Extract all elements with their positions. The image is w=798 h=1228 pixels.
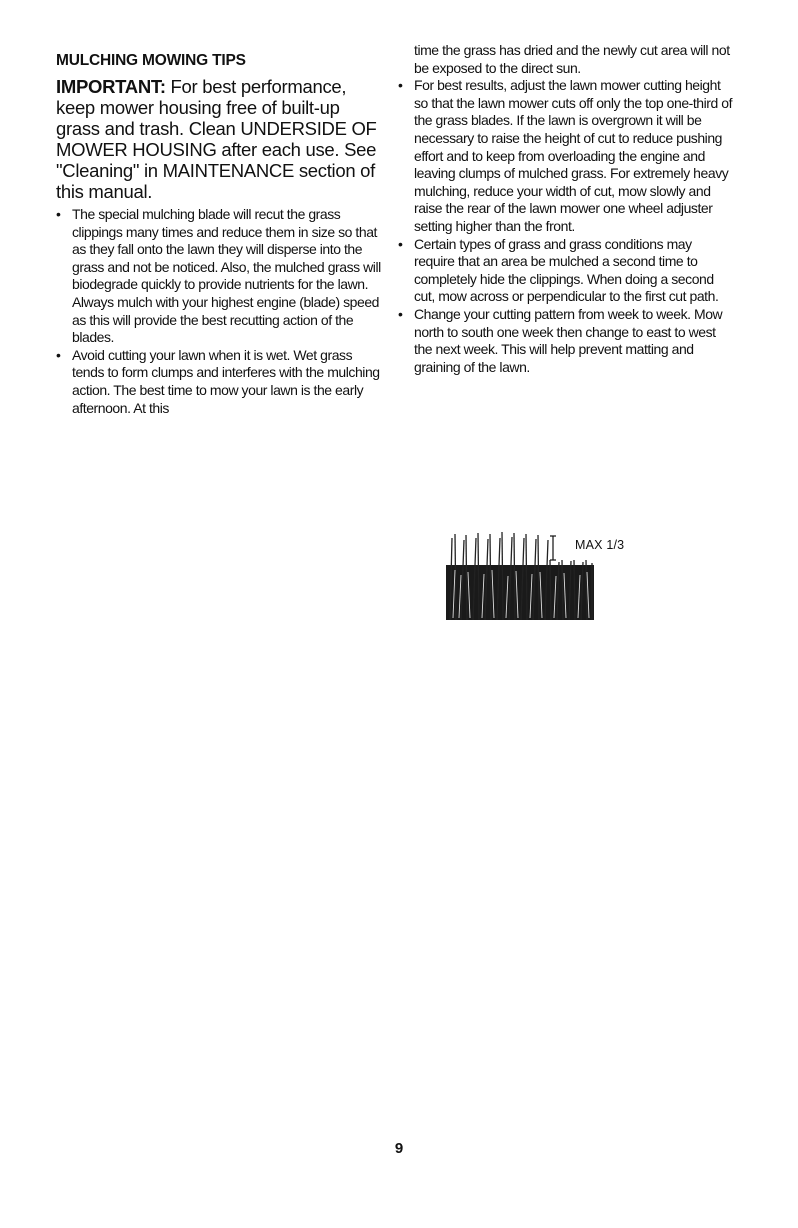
list-item (398, 236, 734, 306)
bullet-text: Change your cutting pattern from week to week. Mow north to south one week then change to east to west the next week. This will help prevent matting and graining of the lawn. (414, 305, 723, 375)
bullet-icon: • (398, 305, 403, 322)
grass-figure (446, 530, 686, 620)
continued-paragraph: time the grass has dried and the newly cut area will not be exposed to the direct sun. (414, 42, 730, 76)
section-heading: MULCHING MOWING TIPS (56, 52, 246, 69)
left-column (56, 42, 386, 417)
important-text: For best performance, keep mower housing free of built-up grass and trash. Clean UNDERSIDE OF MOWER HOUSING after each use. See "Cleaning" in MAINTENANCE section of this manual. (56, 76, 377, 202)
bullet-icon: • (56, 206, 61, 222)
bullet-icon: • (56, 346, 61, 363)
important-label: IMPORTANT: (56, 76, 166, 97)
left-bullet-list (56, 206, 386, 417)
list-item (56, 206, 386, 347)
bullet-icon: • (398, 77, 403, 94)
bullet-text: The special mulching blade will recut the grass clippings many times and reduce them in size so that as they fall onto the lawn they will disperse into the grass and not be noticed. Also, the mulched grass will biodegrade quickly to provide nutrients for the lawn. Always mulch with your highest engine (blade) speed as this will provide the best recutting action of the blades. (72, 206, 381, 346)
right-column (398, 42, 734, 376)
page-number: 9 (394, 1140, 404, 1157)
list-item (398, 77, 734, 235)
bullet-text: For best results, adjust the lawn mower cutting height so that the lawn mower cuts off only the top one-third of the grass blades. If the lawn is overgrown it will be necessary to raise the height of cut to reduce pushing effort and to keep from overloading the engine and leaving clumps of mulched grass. For extremely heavy mulching, reduce your width of cut, mow slowly and raise the rear of the lawn mower one wheel adjuster setting higher than the front. (414, 77, 733, 234)
max-cut-label: MAX 1/3 (575, 538, 625, 552)
bullet-text: Certain types of grass and grass conditions may require that an area be mulched a second time to completely hide the clippings. When doing a second cut, mow across or perpendicular to the first cut path. (414, 235, 719, 305)
list-item (56, 347, 386, 417)
list-item (398, 306, 734, 376)
grass-illustration-icon (446, 530, 596, 620)
bullet-icon: • (398, 235, 403, 252)
bullet-text: Avoid cutting your lawn when it is wet. Wet grass tends to form clumps and interferes with the mulching action. The best time to mow your lawn is the early afternoon. At this (72, 346, 380, 416)
right-bullet-list (398, 77, 734, 376)
important-note (56, 76, 386, 202)
